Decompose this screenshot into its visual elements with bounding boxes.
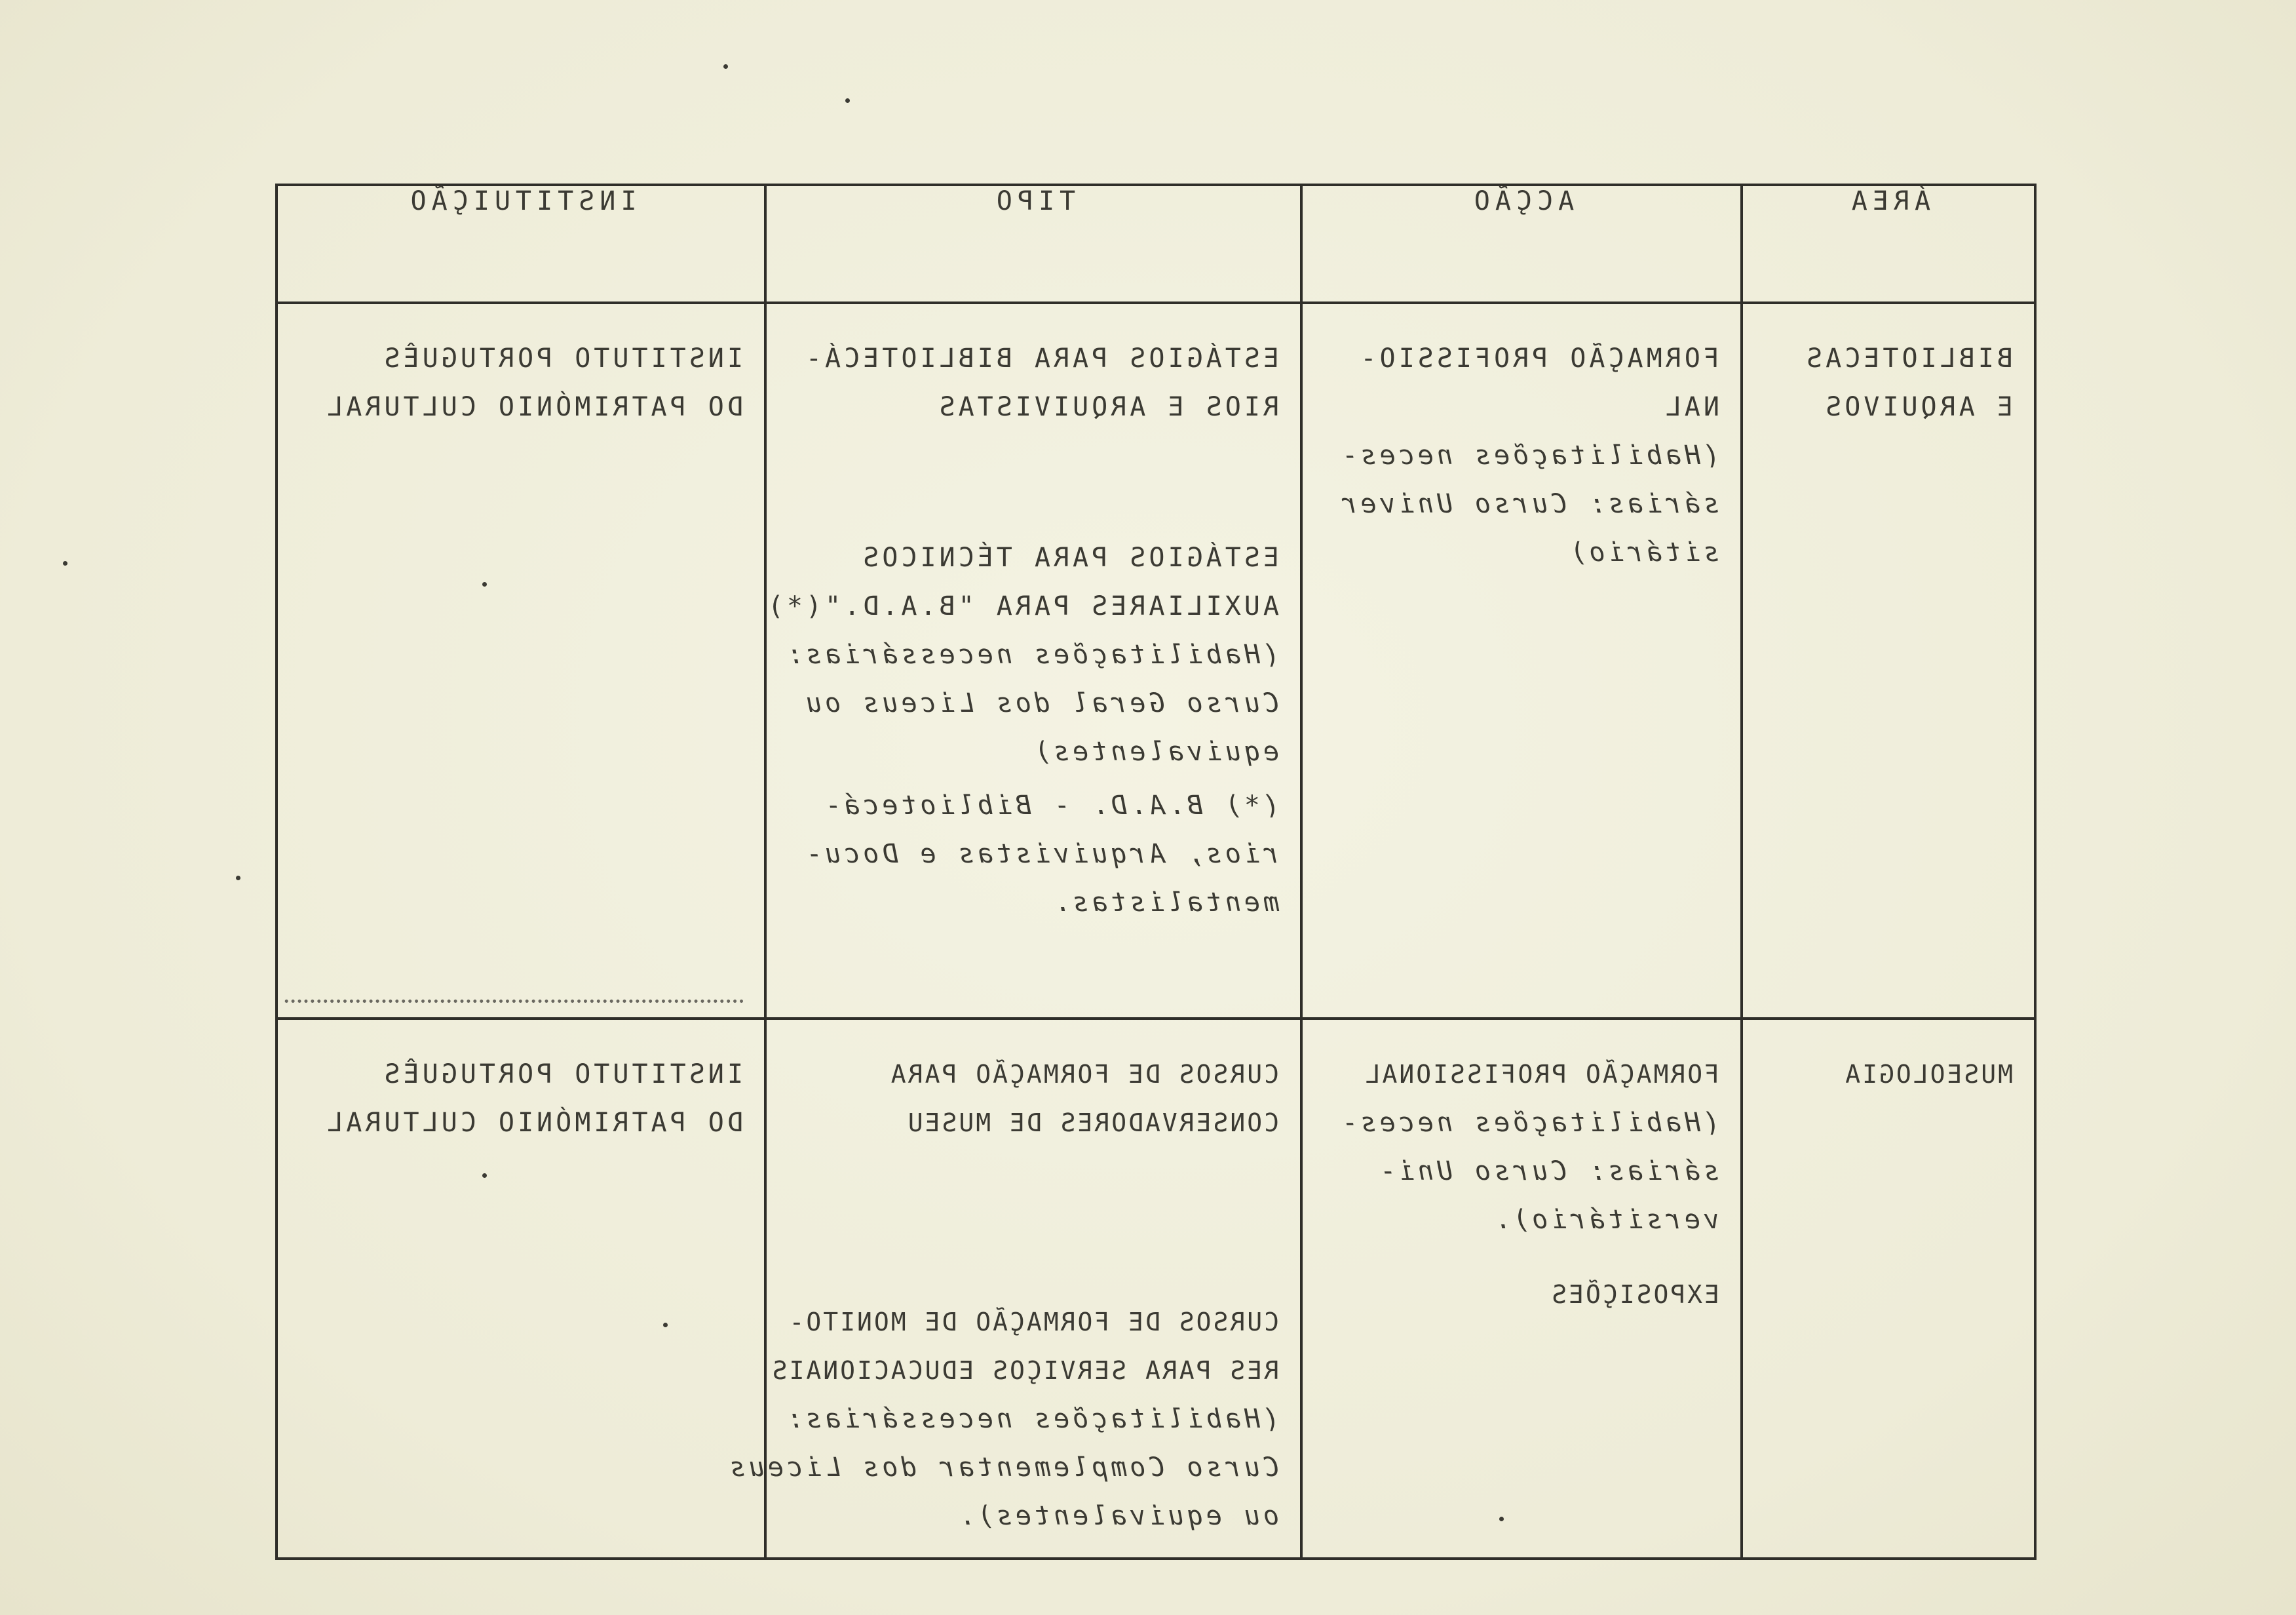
tipo-note-line: equivalentes) [1031,737,1279,767]
accao-note-line: (Habilitações neces- [1338,1108,1719,1138]
accao-note-line: versitário). [1491,1205,1719,1235]
tipo-line: RES PARA SERVIÇOS EDUCACIONAIS [770,1356,1279,1385]
accao-note-line: sárias: Curso Uni- [1376,1156,1719,1186]
ink-speck [723,64,728,69]
tipo-note-line: ou equivalentes). [955,1501,1279,1531]
ink-speck [663,1323,668,1327]
cell-instituicao [277,1019,765,1559]
accao-line: EXPOSIÇÕES [1550,1280,1719,1309]
tipo-line: ESTÁGIOS PARA TÉCNICOS [860,543,1279,573]
tipo-line: AUXILIARES PARA "B.A.D."(*) [764,591,1279,621]
tipo-footnote-line: rios, Arquivistas e Docu- [802,839,1279,869]
cell-tipo [726,1019,1301,1559]
ink-speck [1499,1517,1504,1521]
header-row [277,185,2035,303]
area-line: BIBLIOTECAS [1803,343,2013,374]
tipo-note-line: Curso Geral dos Liceus ou [802,688,1279,718]
cell-area [1742,1019,2035,1559]
instituicao-line: INSTITUTO PORTUGUÊS [381,343,743,374]
tipo-note-line: Curso Complementar dos Liceus [726,1452,1279,1483]
accao-note-line: (Habilitações neces- [1338,440,1719,471]
ink-speck [482,582,487,587]
cell-instituicao [277,303,765,1019]
tipo-line: CONSERVADORES DE MUSEU [906,1108,1279,1137]
accao-line: NAL [1662,392,1719,422]
area-line: MUSEOLOGIA [1843,1060,2013,1089]
accao-note-line: sitário) [1567,537,1719,568]
instituicao-line: DO PATRIMÓNIO CULTURAL [324,1108,743,1138]
table-row [277,1019,2035,1559]
tipo-footnote-line: mentalistas. [1050,887,1279,918]
cell-tipo [765,303,1301,1019]
tipo-note-line: (Habilitações necessárias: [783,1404,1279,1434]
tipo-line: ESTÁGIOS PARA BIBLIOTECÁ- [802,343,1279,374]
ink-speck [236,876,240,880]
cell-area [1742,303,2035,1019]
programme-table [275,184,2037,1560]
instituicao-line: INSTITUTO PORTUGUÊS [381,1059,743,1089]
accao-note-line: sárias: Curso Univer [1338,489,1719,519]
ink-speck [845,98,850,103]
instituicao-line: DO PATRIMÓNIO CULTURAL [324,392,743,422]
area-line: E ARQUIVOS [1822,392,2013,422]
tipo-note-line: (Habilitações necessárias: [783,640,1279,670]
dotted-leader [284,1000,743,1003]
tipo-line: CURSOS DE FORMAÇÃO PARA [889,1060,1279,1089]
accao-line: FORMAÇÃO PROFISSIONAL [1363,1060,1719,1089]
header-instituicao: INSTITUIÇÃO [277,185,765,303]
ink-speck [482,1173,487,1178]
tipo-line: CURSOS DE FORMAÇÃO DE MONITO- [787,1308,1279,1336]
header-tipo: TIPO [765,185,1301,303]
cell-accao [1301,1019,1742,1559]
tipo-line: RIOS E ARQUIVISTAS [936,392,1279,422]
table-row [277,303,2035,1019]
header-accao: ACÇÃO [1301,185,1742,303]
cell-accao [1301,303,1742,1019]
ink-speck [63,561,67,566]
header-area: ÁREA [1742,185,2035,303]
tipo-footnote-line: (*) B.A.D. - Bibliotecá- [822,790,1279,821]
accao-line: FORMAÇÃO PROFISSIO- [1357,343,1719,374]
